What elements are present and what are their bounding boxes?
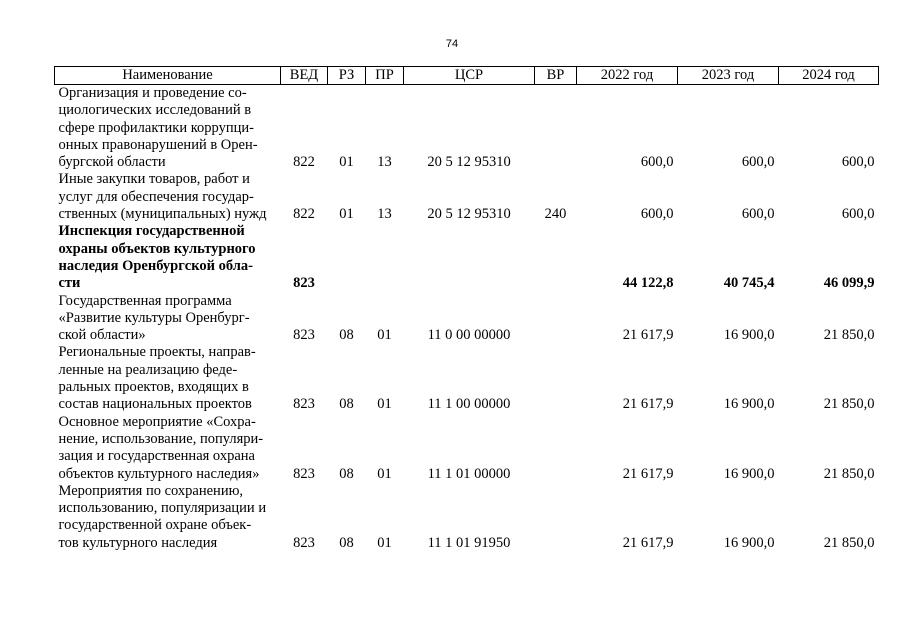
ved-cell: 822 (293, 154, 315, 171)
row-name-cell (55, 223, 281, 292)
rz-cell: 01 (339, 154, 354, 171)
header-pr: ПР (366, 67, 404, 85)
header-rz: РЗ (328, 67, 366, 85)
amount-2023-cell: 16 900,0 (723, 534, 775, 551)
row-name-line: объектов культурного наследия» (58, 465, 260, 482)
ved-cell: 823 (293, 534, 315, 551)
amount-2023-cell: 16 900,0 (723, 465, 775, 482)
rz-cell: 01 (339, 206, 354, 223)
header-csr: ЦСР (404, 67, 535, 85)
row-name-cell (55, 483, 281, 552)
csr-cell (404, 223, 535, 292)
row-name-cell (55, 293, 281, 345)
amount-2022-cell: 21 617,9 (622, 396, 674, 413)
header-2024: 2024 год (779, 67, 879, 85)
ved-cell: 823 (293, 275, 315, 292)
pr-cell: 01 (377, 534, 392, 551)
table-row (55, 344, 879, 413)
vr-cell (535, 85, 577, 172)
budget-table (54, 66, 879, 552)
row-name-line: состав национальных проектов (58, 396, 252, 413)
table-body (55, 85, 879, 553)
row-name-line: сти (58, 275, 81, 292)
table-row (55, 85, 879, 172)
csr-cell: 11 1 01 91950 (427, 534, 511, 551)
amount-2022-cell: 600,0 (640, 206, 674, 223)
header-vr: ВР (535, 67, 577, 85)
row-name-line: услуг для обеспечения государ- (58, 188, 254, 205)
row-name-line: охраны объектов культурного (58, 240, 256, 257)
pr-cell: 01 (377, 465, 392, 482)
amount-2024-cell: 21 850,0 (823, 396, 875, 413)
csr-cell: 20 5 12 95310 (427, 206, 511, 223)
row-name-line: тов культурного наследия (58, 534, 218, 551)
row-name-line: Государственная программа (58, 292, 232, 309)
table-row (55, 223, 879, 292)
row-name-line: государственной охране объек- (58, 517, 252, 534)
csr-cell: 20 5 12 95310 (427, 154, 511, 171)
row-name-line: бургской области (58, 154, 166, 171)
pr-cell (366, 223, 404, 292)
amount-2024-cell: 46 099,9 (823, 275, 875, 292)
amount-2024-cell: 600,0 (841, 154, 875, 171)
ved-cell: 823 (293, 465, 315, 482)
row-name-line: Иные закупки товаров, работ и (58, 171, 250, 188)
row-name-cell (55, 171, 281, 223)
ved-cell: 822 (293, 206, 315, 223)
row-name-line: наследия Оренбургской обла- (58, 257, 253, 274)
row-name-line: ской области» (58, 327, 146, 344)
row-name-line: Мероприятия по сохранению, (58, 482, 244, 499)
table-row (55, 293, 879, 345)
page-number: 74 (445, 38, 459, 50)
row-name-line: Региональные проекты, направ- (58, 344, 256, 361)
table-row (55, 483, 879, 552)
row-name-cell (55, 344, 281, 413)
row-name-line: зация и государственная охрана (58, 448, 255, 465)
csr-cell: 11 1 01 00000 (427, 465, 511, 482)
csr-cell: 11 1 00 00000 (427, 396, 511, 413)
rz-cell: 08 (339, 534, 354, 551)
row-name-line: сфере профилактики коррупци- (58, 119, 254, 136)
row-name-cell (55, 85, 281, 172)
amount-2023-cell: 16 900,0 (723, 327, 775, 344)
pr-cell: 13 (377, 154, 392, 171)
pr-cell: 01 (377, 327, 392, 344)
rz-cell (328, 223, 366, 292)
row-name-line: Организация и проведение со- (58, 85, 247, 101)
row-name-line: циологических исследований в (58, 102, 252, 119)
row-name-line: ственных (муниципальных) нужд (58, 206, 267, 223)
row-name-line: использованию, популяризации и (58, 500, 267, 517)
ved-cell: 823 (293, 327, 315, 344)
csr-cell: 11 0 00 00000 (427, 327, 511, 344)
pr-cell: 13 (377, 206, 392, 223)
rz-cell: 08 (339, 465, 354, 482)
amount-2022-cell: 21 617,9 (622, 534, 674, 551)
vr-cell (535, 414, 577, 483)
amount-2023-cell: 16 900,0 (723, 396, 775, 413)
rz-cell: 08 (339, 396, 354, 413)
table-header-row (55, 67, 879, 85)
vr-cell: 240 (544, 206, 567, 223)
pr-cell: 01 (377, 396, 392, 413)
header-name: Наименование (55, 67, 281, 85)
vr-cell (535, 344, 577, 413)
header-2023: 2023 год (678, 67, 779, 85)
row-name-line: Основное мероприятие «Сохра- (58, 413, 256, 430)
row-name-line: ленные на реализацию феде- (58, 361, 238, 378)
amount-2022-cell: 21 617,9 (622, 465, 674, 482)
amount-2023-cell: 40 745,4 (723, 275, 775, 292)
amount-2024-cell: 21 850,0 (823, 327, 875, 344)
ved-cell: 823 (293, 396, 315, 413)
row-name-line: «Развитие культуры Оренбург- (58, 309, 250, 326)
row-name-line: нение, использование, популяри- (58, 430, 264, 447)
vr-cell (535, 293, 577, 345)
header-ved: ВЕД (281, 67, 328, 85)
amount-2023-cell: 600,0 (741, 154, 775, 171)
row-name-line: онных правонарушений в Орен- (58, 136, 258, 153)
amount-2022-cell: 600,0 (640, 154, 674, 171)
row-name-line: ральных проектов, входящих в (58, 379, 249, 396)
vr-cell (535, 223, 577, 292)
header-2022: 2022 год (577, 67, 678, 85)
table-row (55, 414, 879, 483)
amount-2022-cell: 44 122,8 (622, 275, 674, 292)
row-name-line: Инспекция государственной (58, 223, 245, 240)
vr-cell (535, 483, 577, 552)
amount-2024-cell: 600,0 (841, 206, 875, 223)
row-name-cell (55, 414, 281, 483)
rz-cell: 08 (339, 327, 354, 344)
amount-2024-cell: 21 850,0 (823, 465, 875, 482)
table-row (55, 171, 879, 223)
amount-2024-cell: 21 850,0 (823, 534, 875, 551)
amount-2023-cell: 600,0 (741, 206, 775, 223)
amount-2022-cell: 21 617,9 (622, 327, 674, 344)
